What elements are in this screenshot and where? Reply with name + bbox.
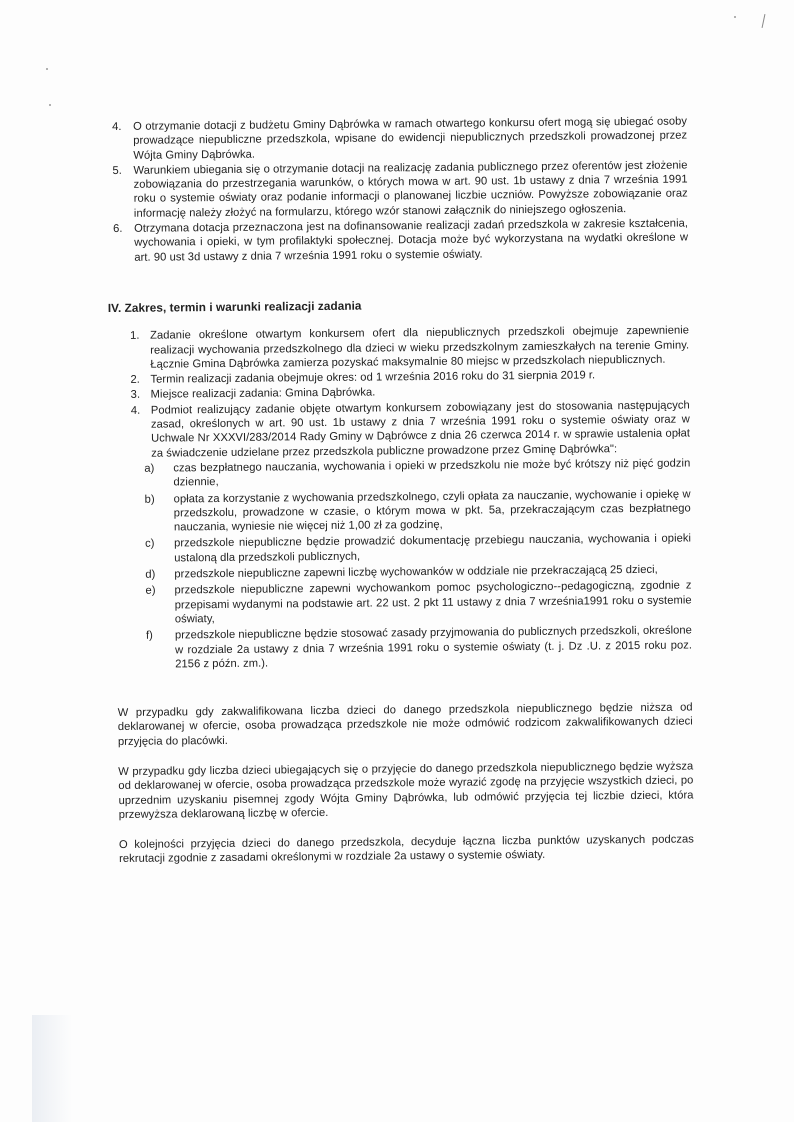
scan-speck: [49, 104, 51, 106]
sub-item: [145, 487, 691, 535]
scan-speck: [734, 16, 736, 18]
body-paragraph: W przypadku gdy zakwalifikowana liczba dzieci do danego przedszkola niepublicznego będzie niższa od deklarowanej w ofercie, osoba prowadząca przedszkole nie może odmówić rodzicom zakwalifikowanych dzieci przyjęcia do placówki.: [117, 701, 693, 748]
list-item: [130, 324, 689, 372]
list-item: [112, 114, 687, 162]
sub-item-letter: c): [145, 538, 155, 551]
sub-item: [146, 624, 692, 672]
sub-item-text: opłata za korzystanie z wychowania przedszkolnego, czyli opłata za nauczanie, wychowanie i opiekę w przedszkolu, prowadzone w czasie, o którym mowa w pkt. 5a, przekraczającym czas bezpłatnego nauczania, wyniesie nie więcej niż 1,00 zł za godzinę,: [173, 487, 691, 534]
item-text: Termin realizacji zadania obejmuje okres: od 1 września 2016 roku do 31 sierpnia 2019 r.: [150, 369, 596, 386]
sub-item-text: przedszkole niepubliczne będzie stosować zasady przyjmowania do publicznych przedszkoli, określone w rozdziale 2a ustawy z dnia 7 września 1991 roku o systemie oświaty (t. j. Dz .U. z 2015 roku poz. 2156 z późn. zm.).: [174, 624, 693, 671]
item-number: 3.: [130, 389, 141, 402]
section4-list: [130, 324, 690, 461]
item-number: 4.: [112, 120, 122, 133]
section4-sublist: [144, 456, 692, 671]
sub-item-text: przedszkole niepubliczne będzie prowadzić dokumentację przebiegu nauczania, wychowania i opieki ustaloną dla przedszkoli publicznych,: [174, 532, 692, 565]
sub-item-text: czas bezpłatnego nauczania, wychowania i opieki w przedszkolu nie może być krótszy niż pięć godzin dziennie,: [173, 457, 691, 489]
sub-item-letter: e): [145, 584, 156, 598]
item-text: O otrzymanie dotacji z budżetu Gminy Dąbrówka w ramach otwartego konkursu ofert mogą się ubiegać osoby prowadzące niepubliczne przedszkola, wpisane do ewidencji niepublicznych przedszkoli prowadzonej przez Wójta Gminy Dąbrówka.: [133, 115, 688, 162]
sub-item-letter: b): [144, 493, 155, 506]
sub-item-letter: f): [145, 629, 153, 642]
item-number: 1.: [130, 330, 140, 343]
item-number: 4.: [130, 404, 141, 417]
item-text: Otrzymana dotacja przeznaczona jest na dofinansowanie realizacji zadań przedszkola w zakresie kształcenia, wychowania i opieki, w tym profilaktyki społecznej. Dotacja może być wykorzystana na wydatki określone w art. 90 ust 3d ustawy z dnia 7 września 1991 roku o systemie oświaty.: [133, 217, 689, 264]
list-item: [113, 217, 688, 265]
body-paragraph: W przypadku gdy liczba dzieci ubiegających się o przyjęcie do danego przedszkola niepublicznego będzie wyższa od deklarowanej w ofercie, osoba prowadząca przedszkole może wyrazić zgodę na przyjęcie wszystkich dzieci, po uprzednim uzyskaniu pisemnej zgody Wójta Gminy Dąbrówka, lub odmówić przyjęcia tej liczbie dzieci, która przewyższa deklarowaną liczbę w ofercie.: [118, 760, 694, 821]
item-number: 2.: [130, 373, 140, 386]
item-text: Warunkiem ubiegania się o otrzymanie dotacji na realizację zadania publicznego przez oferentów jest złożenie zobowiązania do przestrzegania warunków, o których mowa w art. 90 ust. 1b ustawy z dnia 7 września 1991 roku o systemie oświaty oraz podanie informacji o planowanej liczbie uczniów. Powyższe zobowiązanie oraz informację należy złożyć na formularzu, którego wzór stanowi załącznik do niniejszego ogłoszenia.: [133, 159, 688, 220]
section3-list: [112, 114, 688, 264]
sub-item: [145, 579, 691, 627]
item-number: 5.: [112, 164, 122, 177]
scan-edge-line: [762, 14, 766, 28]
body-paragraph: O kolejności przyjęcia dzieci do danego przedszkola, decyduje łączna liczba punktów uzyskanych podczas rekrutacji zgodnie z zasadami określonymi w rozdziale 2a ustawy o systemie oświaty.: [118, 833, 694, 866]
sub-item-text: przedszkole niepubliczne zapewni liczbę wychowanków w oddziale nie przekraczającą 25 dzieci,: [174, 563, 658, 581]
sub-item-letter: a): [144, 462, 155, 475]
item-text: Zadanie określone otwartym konkursem ofert dla niepublicznych przedszkoli obejmuje zapewnienie realizacji wychowania przedszkolnego dla dzieci w wieku przedszkolnym zamieszkałych na terenie Gminy. Łącznie Gmina Dąbrówka zamierza pozyskać maksymalnie 80 miejsc w przedszkolach niepublicznych.: [150, 324, 690, 371]
sub-item-letter: d): [145, 568, 156, 581]
list-item: [131, 398, 691, 461]
sub-item: [145, 532, 691, 566]
item-text: Miejsce realizacji zadania: Gmina Dąbrówka.: [150, 386, 376, 402]
item-text: Podmiot realizujący zadanie objęte otwartym konkursem zobowiązany jest do stosowania następujących zasad, określonych w art. 90 ust. 1b ustawy z dnia 7 września 1991 roku o systemie oświaty oraz w Uchwale Nr XXXVI/283/2014 Rady Gminy w Dąbrówce z dnia 26 czerwca 2014 r. w sprawie ustalenia opłat za świadczenie udzielane przez przedszkola publiczne prowadzone przez Gminę Dąbrówka":: [150, 399, 691, 460]
scan-speck: [46, 68, 48, 70]
item-number: 6.: [112, 222, 123, 236]
scan-edge-shadow: [32, 1015, 72, 1122]
section-heading: IV. Zakres, termin i warunki realizacji zadania: [107, 298, 362, 316]
document-content: [107, 114, 694, 882]
sub-item-text: przedszkole niepubliczne zapewni wychowankom pomoc psychologiczno--pedagogiczną, zgodnie z przepisami wydanymi na podstawie art. 22 ust. 2 pkt 11 ustawy z dnia 7 września1991 roku o systemie oświaty,: [174, 579, 692, 626]
sub-item: [144, 456, 690, 490]
list-item: [112, 158, 688, 221]
